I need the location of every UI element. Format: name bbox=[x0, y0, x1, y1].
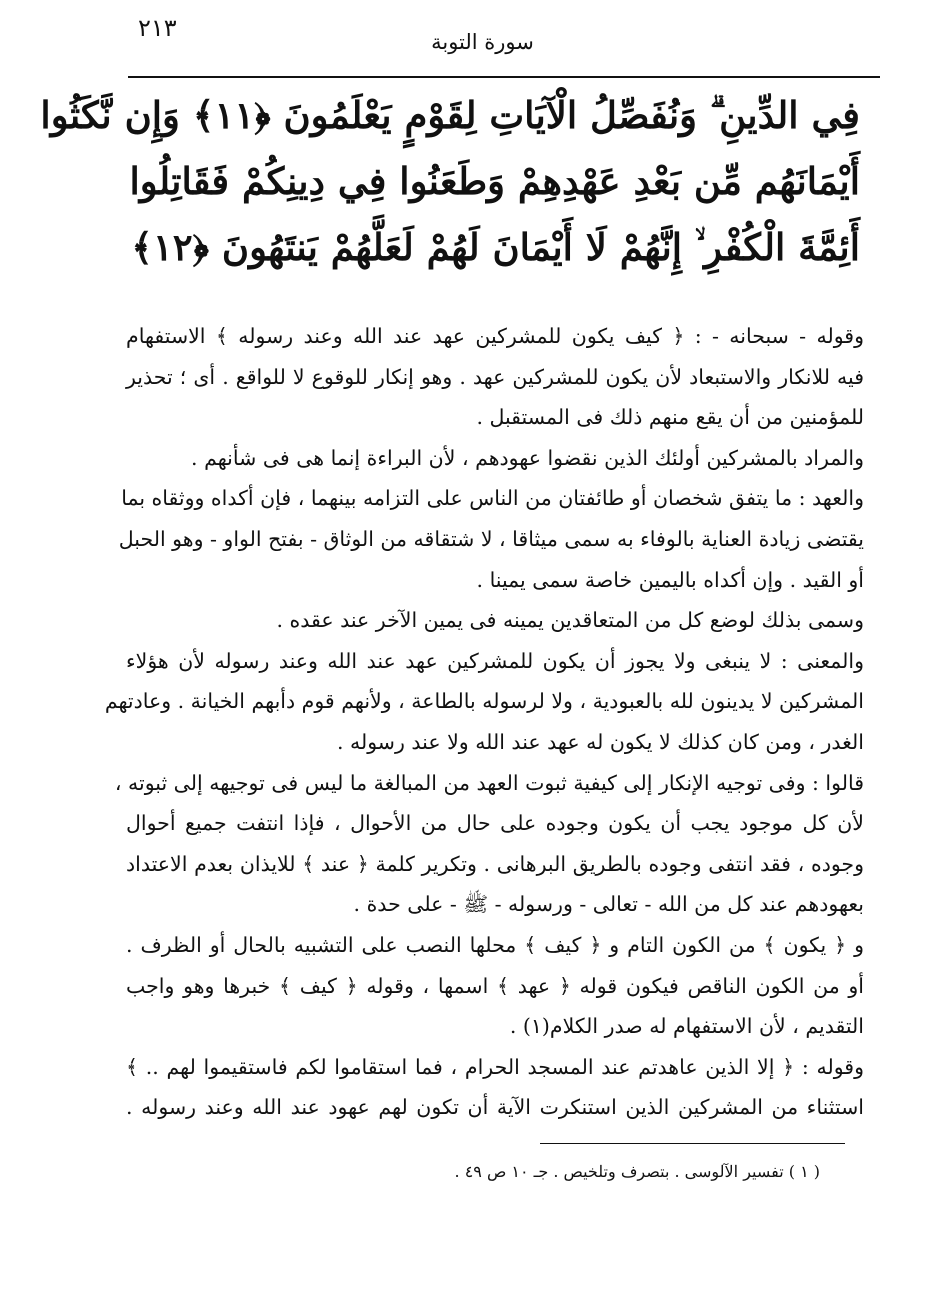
text-line: والمعنى : لا ينبغى ولا يجوز أن يكون للمشركين عهد عند الله وعند رسوله لأن هؤلاء bbox=[126, 648, 864, 673]
footnote: ( ١ ) تفسير الآلوسى . بتصرف وتلخيص . جـ ١٠ ص ٤٩ . bbox=[454, 1162, 820, 1181]
text-line: الغدر ، ومن كان كذلك لا يكون له عهد عند الله ولا عند رسوله . bbox=[336, 729, 864, 754]
text-line: لأن كل موجود يجب أن يكون وجوده على حال من الأحوال ، فإذا انتفت جميع أحوال bbox=[126, 811, 864, 836]
text-line: وقوله - سبحانه - : ﴿ كيف يكون للمشركين عهد عند الله وعند رسوله ﴾ الاستفهام bbox=[126, 324, 864, 348]
text-line: وجوده ، فقد انتفى وجوده بالطريق البرهانى . وتكرير كلمة ﴿ عند ﴾ للايذان بعدم الاعتداد bbox=[126, 851, 864, 876]
header-rule bbox=[128, 76, 880, 78]
text-line: قالوا : وفى توجيه الإنكار إلى كيفية ثبوت العهد من المبالغة ما ليس فى توجيهه إلى ثبوته ، bbox=[114, 770, 864, 795]
text-line: وقوله : ﴿ إلا الذين عاهدتم عند المسجد الحرام ، فما استقاموا لكم فاستقيموا لهم .. ﴾ bbox=[126, 1054, 864, 1079]
verse-line: أَيْمَانَهُم مِّن بَعْدِ عَهْدِهِمْ وَطَعَنُوا فِي دِينِكُمْ فَقَاتِلُوا bbox=[129, 159, 860, 203]
text-line: يقتضى زيادة العناية بالوفاء به سمى ميثاقا ، لا شتقاقه من الوثاق - بفتح الواو - وهو الحبل bbox=[118, 526, 864, 551]
text-line: والعهد : ما يتفق شخصان أو طائفتان من الناس على التزامه بينهما ، فإن أكداه ووثقاه بما bbox=[121, 486, 864, 511]
text-line: بعهودهم عند كل من الله - تعالى - ورسوله - ﷺ - على حدة . bbox=[353, 892, 864, 917]
quran-verses bbox=[40, 82, 860, 280]
text-line: المشركين لا يدينون لله بالعبودية ، ولا لرسوله بالطاعة ، ولأنهم قوم دأبهم الخيانة . وعادتهم bbox=[104, 689, 864, 714]
text-line: فيه للانكار والاستبعاد لأن يكون للمشركين عهد . وهو إنكار للوقوع لا للواقع . أى ؛ تحذير bbox=[126, 364, 864, 389]
text-line: أو القيد . وإن أكداه باليمين خاصة سمى يمينا . bbox=[476, 567, 864, 592]
verse-line: فِي الدِّينِ ۗ وَنُفَصِّلُ الْآيَاتِ لِقَوْمٍ يَعْلَمُونَ ﴿١١﴾ وَإِن نَّكَثُوا bbox=[40, 93, 860, 137]
text-line: استثناء من المشركين الذين استنكرت الآية أن تكون لهم عهود عند الله وعند رسوله . bbox=[126, 1095, 864, 1120]
commentary-text bbox=[104, 316, 864, 1128]
text-line: أو من الكون الناقص فيكون قوله ﴿ عهد ﴾ اسمها ، وقوله ﴿ كيف ﴾ خبرها وهو واجب bbox=[126, 973, 864, 998]
footnote-rule bbox=[540, 1143, 845, 1144]
text-line: التقديم ، لأن الاستفهام له صدر الكلام(١) . bbox=[509, 1014, 864, 1039]
surah-title: سورة التوبة bbox=[431, 30, 534, 54]
text-line: و ﴿ يكون ﴾ من الكون التام و ﴿ كيف ﴾ محلها النصب على التشبيه بالحال أو الظرف . bbox=[126, 932, 864, 957]
text-line: للمؤمنين من أن يقع منهم ذلك فى المستقبل . bbox=[476, 405, 864, 430]
text-line: وسمى بذلك لوضع كل من المتعاقدين يمينه فى يمين الآخر عند عقده . bbox=[276, 608, 864, 633]
verse-line: أَئِمَّةَ الْكُفْرِ ۙ إِنَّهُمْ لَا أَيْمَانَ لَهُمْ لَعَلَّهُمْ يَنتَهُونَ ﴿١٢﴾ bbox=[131, 225, 860, 269]
page-number: ٢١٣ bbox=[138, 14, 177, 42]
text-line: والمراد بالمشركين أولئك الذين نقضوا عهودهم ، لأن البراءة إنما هى فى شأنهم . bbox=[191, 445, 864, 470]
